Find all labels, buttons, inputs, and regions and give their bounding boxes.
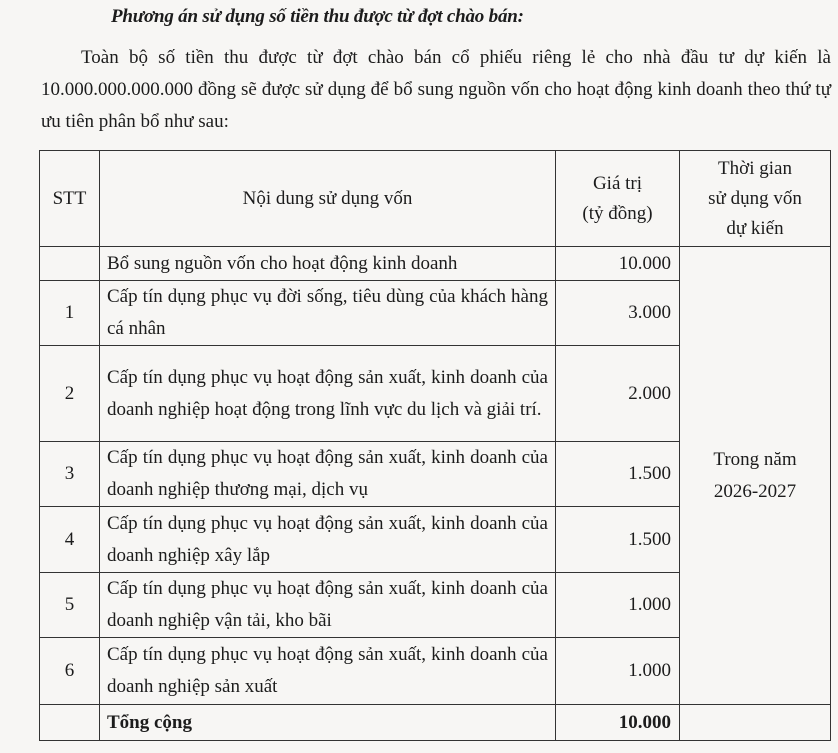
row-value: 2.000 bbox=[556, 346, 680, 442]
intro-text: Toàn bộ số tiền thu được từ đợt chào bán cổ phiếu riêng lẻ cho nhà đầu tư dự kiến là 10.000.000.000.000 đồng sẽ được sử dụng để bổ sung nguồn vốn cho hoạt động kinh doanh theo thứ tự ưu tiên phân bổ như sau: bbox=[41, 47, 831, 132]
header-stt: STT bbox=[40, 151, 100, 247]
total-label: Tổng cộng bbox=[100, 705, 556, 741]
header-time bbox=[680, 151, 831, 247]
row-stt: 1 bbox=[40, 281, 100, 346]
capital-allocation-table bbox=[39, 150, 831, 741]
row-stt: 5 bbox=[40, 573, 100, 638]
time-period-cell bbox=[680, 247, 831, 705]
row-value: 10.000 bbox=[556, 247, 680, 281]
header-time-line2: sử dụng vốn bbox=[708, 187, 802, 209]
total-time bbox=[680, 705, 831, 741]
header-value-line1: Giá trị bbox=[592, 172, 643, 194]
row-stt: 6 bbox=[40, 638, 100, 705]
table-row bbox=[40, 247, 831, 281]
row-stt: 3 bbox=[40, 442, 100, 507]
row-stt: 4 bbox=[40, 507, 100, 573]
row-content: Cấp tín dụng phục vụ hoạt động sản xuất, kinh doanh của doanh nghiệp vận tải, kho bãi bbox=[100, 573, 556, 638]
row-content: Cấp tín dụng phục vụ hoạt động sản xuất, kinh doanh của doanh nghiệp xây lắp bbox=[100, 507, 556, 573]
total-value: 10.000 bbox=[556, 705, 680, 741]
row-value: 3.000 bbox=[556, 281, 680, 346]
total-row bbox=[40, 705, 831, 741]
row-value: 1.000 bbox=[556, 573, 680, 638]
total-stt bbox=[40, 705, 100, 741]
section-heading: Phương án sử dụng số tiền thu được từ đợt chào bán: bbox=[111, 6, 524, 27]
time-period-line1: Trong năm bbox=[713, 448, 797, 470]
header-value bbox=[556, 151, 680, 247]
row-value: 1.500 bbox=[556, 507, 680, 573]
header-content: Nội dung sử dụng vốn bbox=[100, 151, 556, 247]
table-header-row bbox=[40, 151, 831, 247]
row-value: 1.500 bbox=[556, 442, 680, 507]
header-time-line3: dự kiến bbox=[726, 217, 784, 239]
row-content: Cấp tín dụng phục vụ hoạt động sản xuất, kinh doanh của doanh nghiệp hoạt động trong lĩnh vực du lịch và giải trí. bbox=[100, 346, 556, 442]
row-stt: 2 bbox=[40, 346, 100, 442]
time-period-line2: 2026-2027 bbox=[713, 480, 797, 502]
row-value: 1.000 bbox=[556, 638, 680, 705]
intro-paragraph bbox=[41, 42, 831, 138]
row-content: Cấp tín dụng phục vụ hoạt động sản xuất, kinh doanh của doanh nghiệp sản xuất bbox=[100, 638, 556, 705]
row-content: Cấp tín dụng phục vụ đời sống, tiêu dùng của khách hàng cá nhân bbox=[100, 281, 556, 346]
row-stt bbox=[40, 247, 100, 281]
header-time-line1: Thời gian bbox=[718, 157, 792, 179]
row-content: Bổ sung nguồn vốn cho hoạt động kinh doanh bbox=[100, 247, 556, 281]
header-value-line2: (tỷ đồng) bbox=[582, 202, 653, 224]
row-content: Cấp tín dụng phục vụ hoạt động sản xuất, kinh doanh của doanh nghiệp thương mại, dịch vụ bbox=[100, 442, 556, 507]
